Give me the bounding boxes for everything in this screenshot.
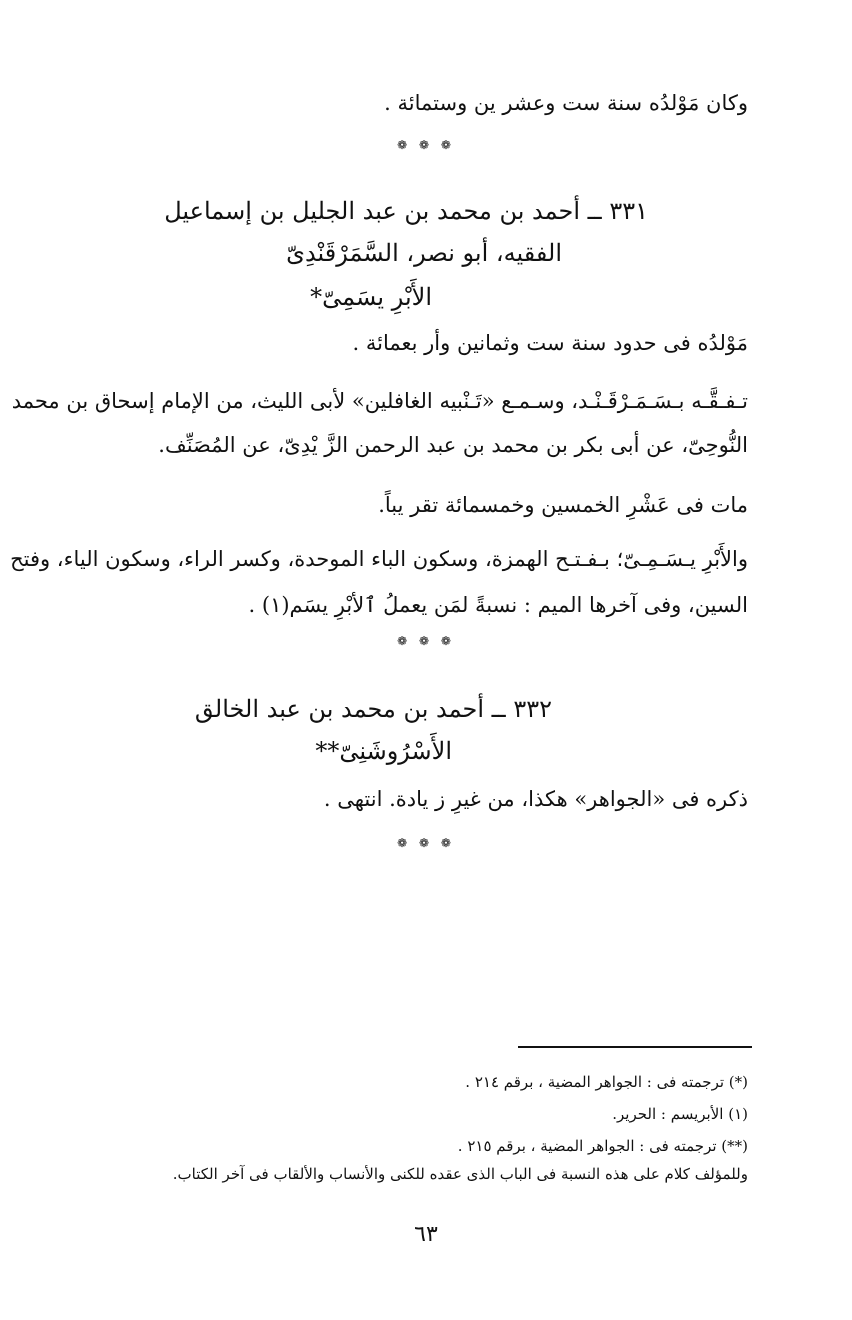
intro-line: وكان مَوْلدُه سنة ست وعشر ين وستمائة . — [384, 91, 748, 115]
entry-332-heading: ٣٣٢ ــ أحمد بن محمد بن عبد الخالق — [194, 695, 552, 723]
entry-331-para2-line1: والأَبْرِ يـسَـمِـىّ؛ بـفـتـح الهمزة، وسكون الباء الموحدة، وكسر الراء، وسكون الياء، وفتح — [10, 547, 748, 571]
entry-331-nisba-2: الأَبْرِ يسَمِىّ* — [310, 283, 432, 311]
separator-1: ❁ ❁ ❁ — [397, 138, 455, 152]
entry-332-text: ذكره فى «الجواهر» هكذا، من غيرِ ز يادة. انتهى . — [323, 787, 748, 811]
entry-331-nisba: الفقيه، أبو نصر، السَّمَرْقَنْدِىّ — [286, 239, 562, 267]
separator-2: ❁ ❁ ❁ — [397, 634, 455, 648]
footnote-2: (١) الأبريسم : الحرير. — [612, 1105, 748, 1123]
page-number: ٦٣ — [414, 1222, 438, 1247]
entry-331-birth: مَوْلدُه فى حدود سنة ست وثمانين وأر بعمائة . — [352, 331, 748, 355]
footnote-3-continued: وللمؤلف كلام على هذه النسبة فى الباب الذى عقده للكنى والأنساب والألقاب فى آخر الكتاب. — [172, 1165, 748, 1183]
footnote-3: (**) ترجمته فى : الجواهر المضية ، برقم ٢١٥ . — [457, 1137, 748, 1155]
footnote-rule — [518, 1046, 752, 1048]
footnote-1: (*) ترجمته فى : الجواهر المضية ، برقم ٢١٤ . — [465, 1073, 748, 1091]
entry-331-death: مات فى عَشْرِ الخمسين وخمسمائة تقر يباً. — [378, 493, 748, 517]
separator-3: ❁ ❁ ❁ — [397, 836, 455, 850]
entry-331-para1-line2: النُّوحِىّ، عن أبى بكر بن محمد بن عبد الرحمن الزَّ يْدِىّ، عن المُصَنِّف. — [158, 433, 748, 457]
entry-331-para2-line2: السين، وفى آخرها الميم : نسبةً لمَن يعملُ ٱلأبْرِ يسَم(١) . — [248, 593, 748, 617]
entry-331-para1-line1: تـفـقَّـه بـسَـمَـرْقَـنْـد، وسـمـع «تَـنْبيه الغافلين» لأبى الليث، من الإمام إسحاق بن محمد — [11, 389, 748, 413]
entry-332-nisba: الأَسْرُوشَنِىّ** — [315, 737, 452, 765]
entry-331-heading: ٣٣١ ــ أحمد بن محمد بن عبد الجليل بن إسماعيل — [164, 197, 648, 225]
